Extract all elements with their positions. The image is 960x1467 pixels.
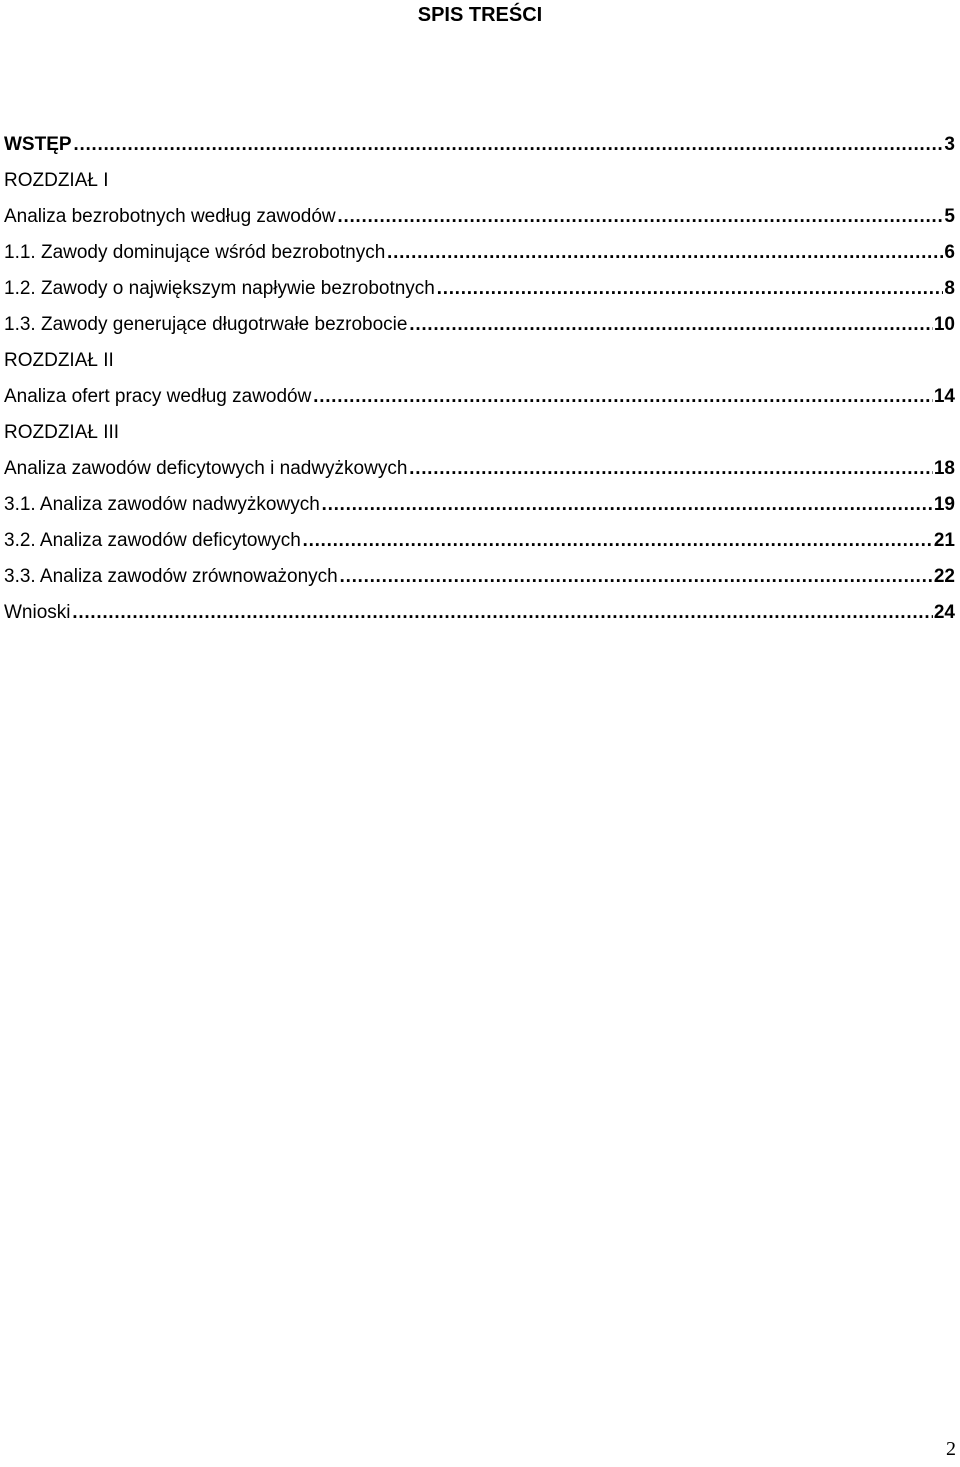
toc-entry-label: Wnioski (4, 602, 71, 623)
toc-entry (4, 235, 955, 271)
toc-dot-leader (337, 199, 944, 235)
toc-dot-leader (302, 523, 933, 559)
toc-page-number: 21 (933, 530, 955, 551)
toc-page-number: 24 (933, 602, 955, 623)
toc-entry (4, 307, 955, 343)
toc-dot-leader (386, 235, 943, 271)
toc-page-number: 14 (933, 386, 955, 407)
table-of-contents (4, 127, 955, 631)
toc-entry-label: 3.2. Analiza zawodów deficytowych (4, 530, 301, 551)
toc-dot-leader (408, 451, 932, 487)
toc-page-number: 22 (933, 566, 955, 587)
toc-dot-leader (73, 127, 944, 163)
toc-dot-leader (321, 487, 933, 523)
toc-entry-label: 3.1. Analiza zawodów nadwyżkowych (4, 494, 320, 515)
toc-entry-label: Analiza zawodów deficytowych i nadwyżkowych (4, 458, 408, 479)
toc-chapter-heading (4, 343, 955, 379)
toc-entry-label: WSTĘP (4, 134, 72, 155)
toc-entry (4, 199, 955, 235)
toc-page-number: 5 (944, 206, 955, 227)
toc-entry-label: 1.1. Zawody dominujące wśród bezrobotnych (4, 242, 386, 263)
toc-entry (4, 127, 955, 163)
toc-chapter-heading (4, 163, 955, 199)
toc-entry-label: ROZDZIAŁ I (4, 170, 109, 191)
document-title: SPIS TREŚCI (417, 4, 543, 26)
toc-entry (4, 559, 955, 595)
toc-entry (4, 451, 955, 487)
page-number: 2 (946, 1438, 956, 1460)
toc-dot-leader (339, 559, 933, 595)
toc-dot-leader (72, 595, 933, 631)
toc-entry-label: Analiza ofert pracy według zawodów (4, 386, 312, 407)
toc-page-number: 6 (944, 242, 955, 263)
toc-entry-label: 3.3. Analiza zawodów zrównoważonych (4, 566, 338, 587)
toc-entry (4, 379, 955, 415)
toc-entry-label: ROZDZIAŁ II (4, 350, 114, 371)
toc-page-number: 8 (944, 278, 955, 299)
toc-page-number: 19 (933, 494, 955, 515)
toc-page-number: 3 (944, 134, 955, 155)
toc-page-number: 10 (933, 314, 955, 335)
toc-dot-leader (408, 307, 932, 343)
toc-chapter-heading (4, 415, 955, 451)
toc-entry-label: Analiza bezrobotnych według zawodów (4, 206, 336, 227)
toc-entry-label: ROZDZIAŁ III (4, 422, 120, 443)
toc-entry (4, 271, 955, 307)
toc-entry (4, 523, 955, 559)
toc-entry-label: 1.3. Zawody generujące długotrwałe bezrobocie (4, 314, 408, 335)
toc-entry (4, 487, 955, 523)
toc-entry-label: 1.2. Zawody o największym napływie bezrobotnych (4, 278, 435, 299)
toc-dot-leader (436, 271, 944, 307)
toc-entry (4, 595, 955, 631)
toc-dot-leader (312, 379, 933, 415)
toc-page-number: 18 (933, 458, 955, 479)
